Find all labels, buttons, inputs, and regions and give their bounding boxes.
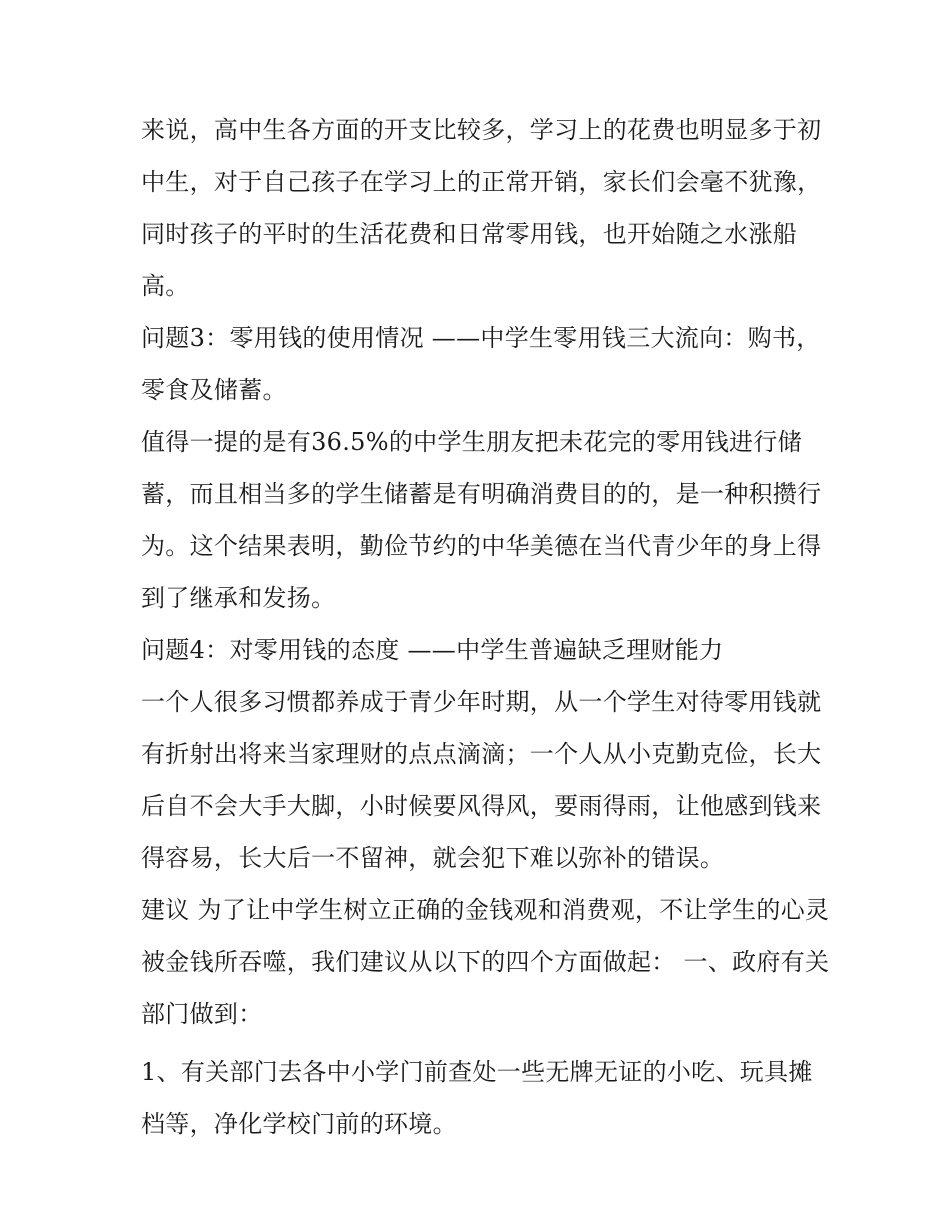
body-text [141,104,831,1150]
heading-question-3: 问题3：零用钱的使用情况 ——中学生零用钱三大流向：购书，零食及储蓄。 [141,324,821,404]
paragraph-spending-intro: 来说，高中生各方面的开支比较多，学习上的花费也明显多于初中生，对于自己孩子在学习上的正常开销，家长们会毫不犹豫，同时孩子的平时的生活花费和日常零用钱，也开始随之水涨船高。 [141,116,822,300]
list-item-1: 1、有关部门去各中小学门前查处一些无牌无证的小吃、玩具摊档等，净化学校门前的环境。 [141,1058,813,1138]
paragraph-suggestions: 建议 为了让中学生树立正确的金钱观和消费观，不让学生的心灵被金钱所吞噬，我们建议从以下的四个方面做起： 一、政府有关部门做到： [141,896,830,1028]
paragraph-savings: 值得一提的是有36.5%的中学生朋友把未花完的零用钱进行储蓄，而且相当多的学生储蓄是有明确消费目的的，是一种积攒行为。这个结果表明，勤俭节约的中华美德在当代青少年的身上得到了继承和发扬。 [141,428,822,612]
heading-question-4: 问题4：对零用钱的态度 ——中学生普遍缺乏理财能力 [141,636,724,664]
paragraph-habits: 一个人很多习惯都养成于青少年时期，从一个学生对待零用钱就有折射出将来当家理财的点点滴滴；一个人从小克勤克俭，长大后自不会大手大脚，小时候要风得风，要雨得雨，让他感到钱来得容易，长大后一不留神，就会犯下难以弥补的错误。 [141,688,822,872]
